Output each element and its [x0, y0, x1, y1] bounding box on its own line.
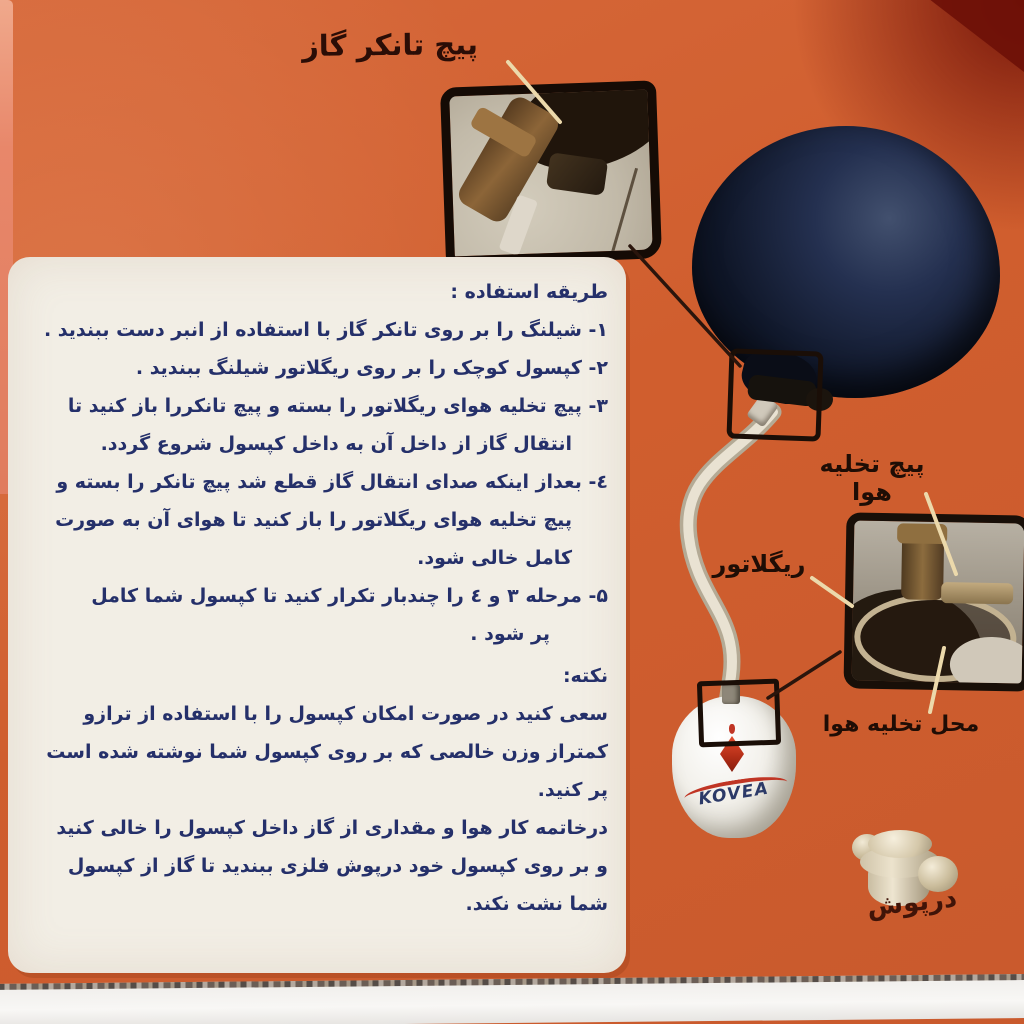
dark-corner: [904, 0, 1024, 72]
note-line: پر کنید.: [537, 779, 608, 801]
canister-brand: KOVEA: [697, 778, 771, 810]
instruction-step: ۱- شیلنگ را بر روی تانکر گاز با استفاده از انبر دست ببندید .: [43, 319, 608, 341]
cap-top: [868, 830, 932, 858]
light-patch: [949, 636, 1024, 691]
instruction-step: ۲- کپسول کوچک را بر روی ریگلاتور شیلنگ ببندید .: [135, 357, 608, 379]
label-air-discharge-location: محل تخلیه هوا: [822, 712, 980, 737]
tanker-screw-inset-photo: [440, 80, 662, 265]
valve-highlight-box: [726, 348, 823, 441]
instruction-step: ٤- بعداز اینکه صدای انتقال گاز قطع شد پیچ تانکر را بسته و: [56, 471, 608, 493]
instruction-step: ۵- مرحله ۳ و ٤ را چندبار تکرار کنید تا کپسول شما کامل: [91, 585, 608, 607]
label-regulator: ریگلاتور: [712, 550, 806, 578]
instruction-step: ۳- پیچ تخلیه هوای ریگلاتور را بسته و پیچ تانکررا باز کنید تا: [67, 395, 608, 417]
instruction-step-continued: کامل خالی شود.: [417, 547, 572, 569]
label-cap: درپوش: [865, 883, 959, 923]
note-line: درخاتمه کار هوا و مقداری از گاز داخل کپسول را خالی کنید: [56, 817, 608, 839]
instruction-panel: [8, 257, 626, 973]
box-edge-crinkle: [0, 974, 1024, 990]
regulator-inset-photo: [843, 512, 1024, 691]
note-heading: نکته:: [562, 665, 608, 687]
label-tanker-screw: پیچ تانکر گاز: [301, 27, 479, 63]
instruction-text: [18, 273, 608, 923]
regulator-pipe: [941, 582, 1013, 604]
instruction-step-continued: انتقال گاز از داخل آن به داخل کپسول شروع گردد.: [100, 433, 572, 455]
concrete-crack: [610, 168, 638, 257]
label-air-release-screw: پیچ تخلیه هوا: [819, 450, 925, 506]
note-line: و بر روی کپسول خود درپوش فلزی ببندید تا گاز از کپسول: [67, 855, 608, 877]
canister-valve-highlight-box: [697, 679, 781, 748]
regulator-top: [897, 523, 947, 544]
note-line: سعی کنید در صورت امکان کپسول را با استفاده از ترازو: [83, 703, 608, 725]
usage-heading: طریقه استفاده :: [450, 281, 608, 303]
instruction-step-continued: پر شود .: [470, 623, 550, 645]
note-line: شما نشت نکند.: [465, 893, 608, 915]
valve-fitting: [546, 152, 608, 196]
instruction-step-continued: پیچ تخلیه هوای ریگلاتور را باز کنید تا هوای آن به صورت: [55, 509, 572, 531]
box-bottom-edge: [0, 974, 1024, 1024]
note-line: کمتراز وزن خالصی که بر روی کپسول شما نوشته شده است: [46, 741, 608, 763]
